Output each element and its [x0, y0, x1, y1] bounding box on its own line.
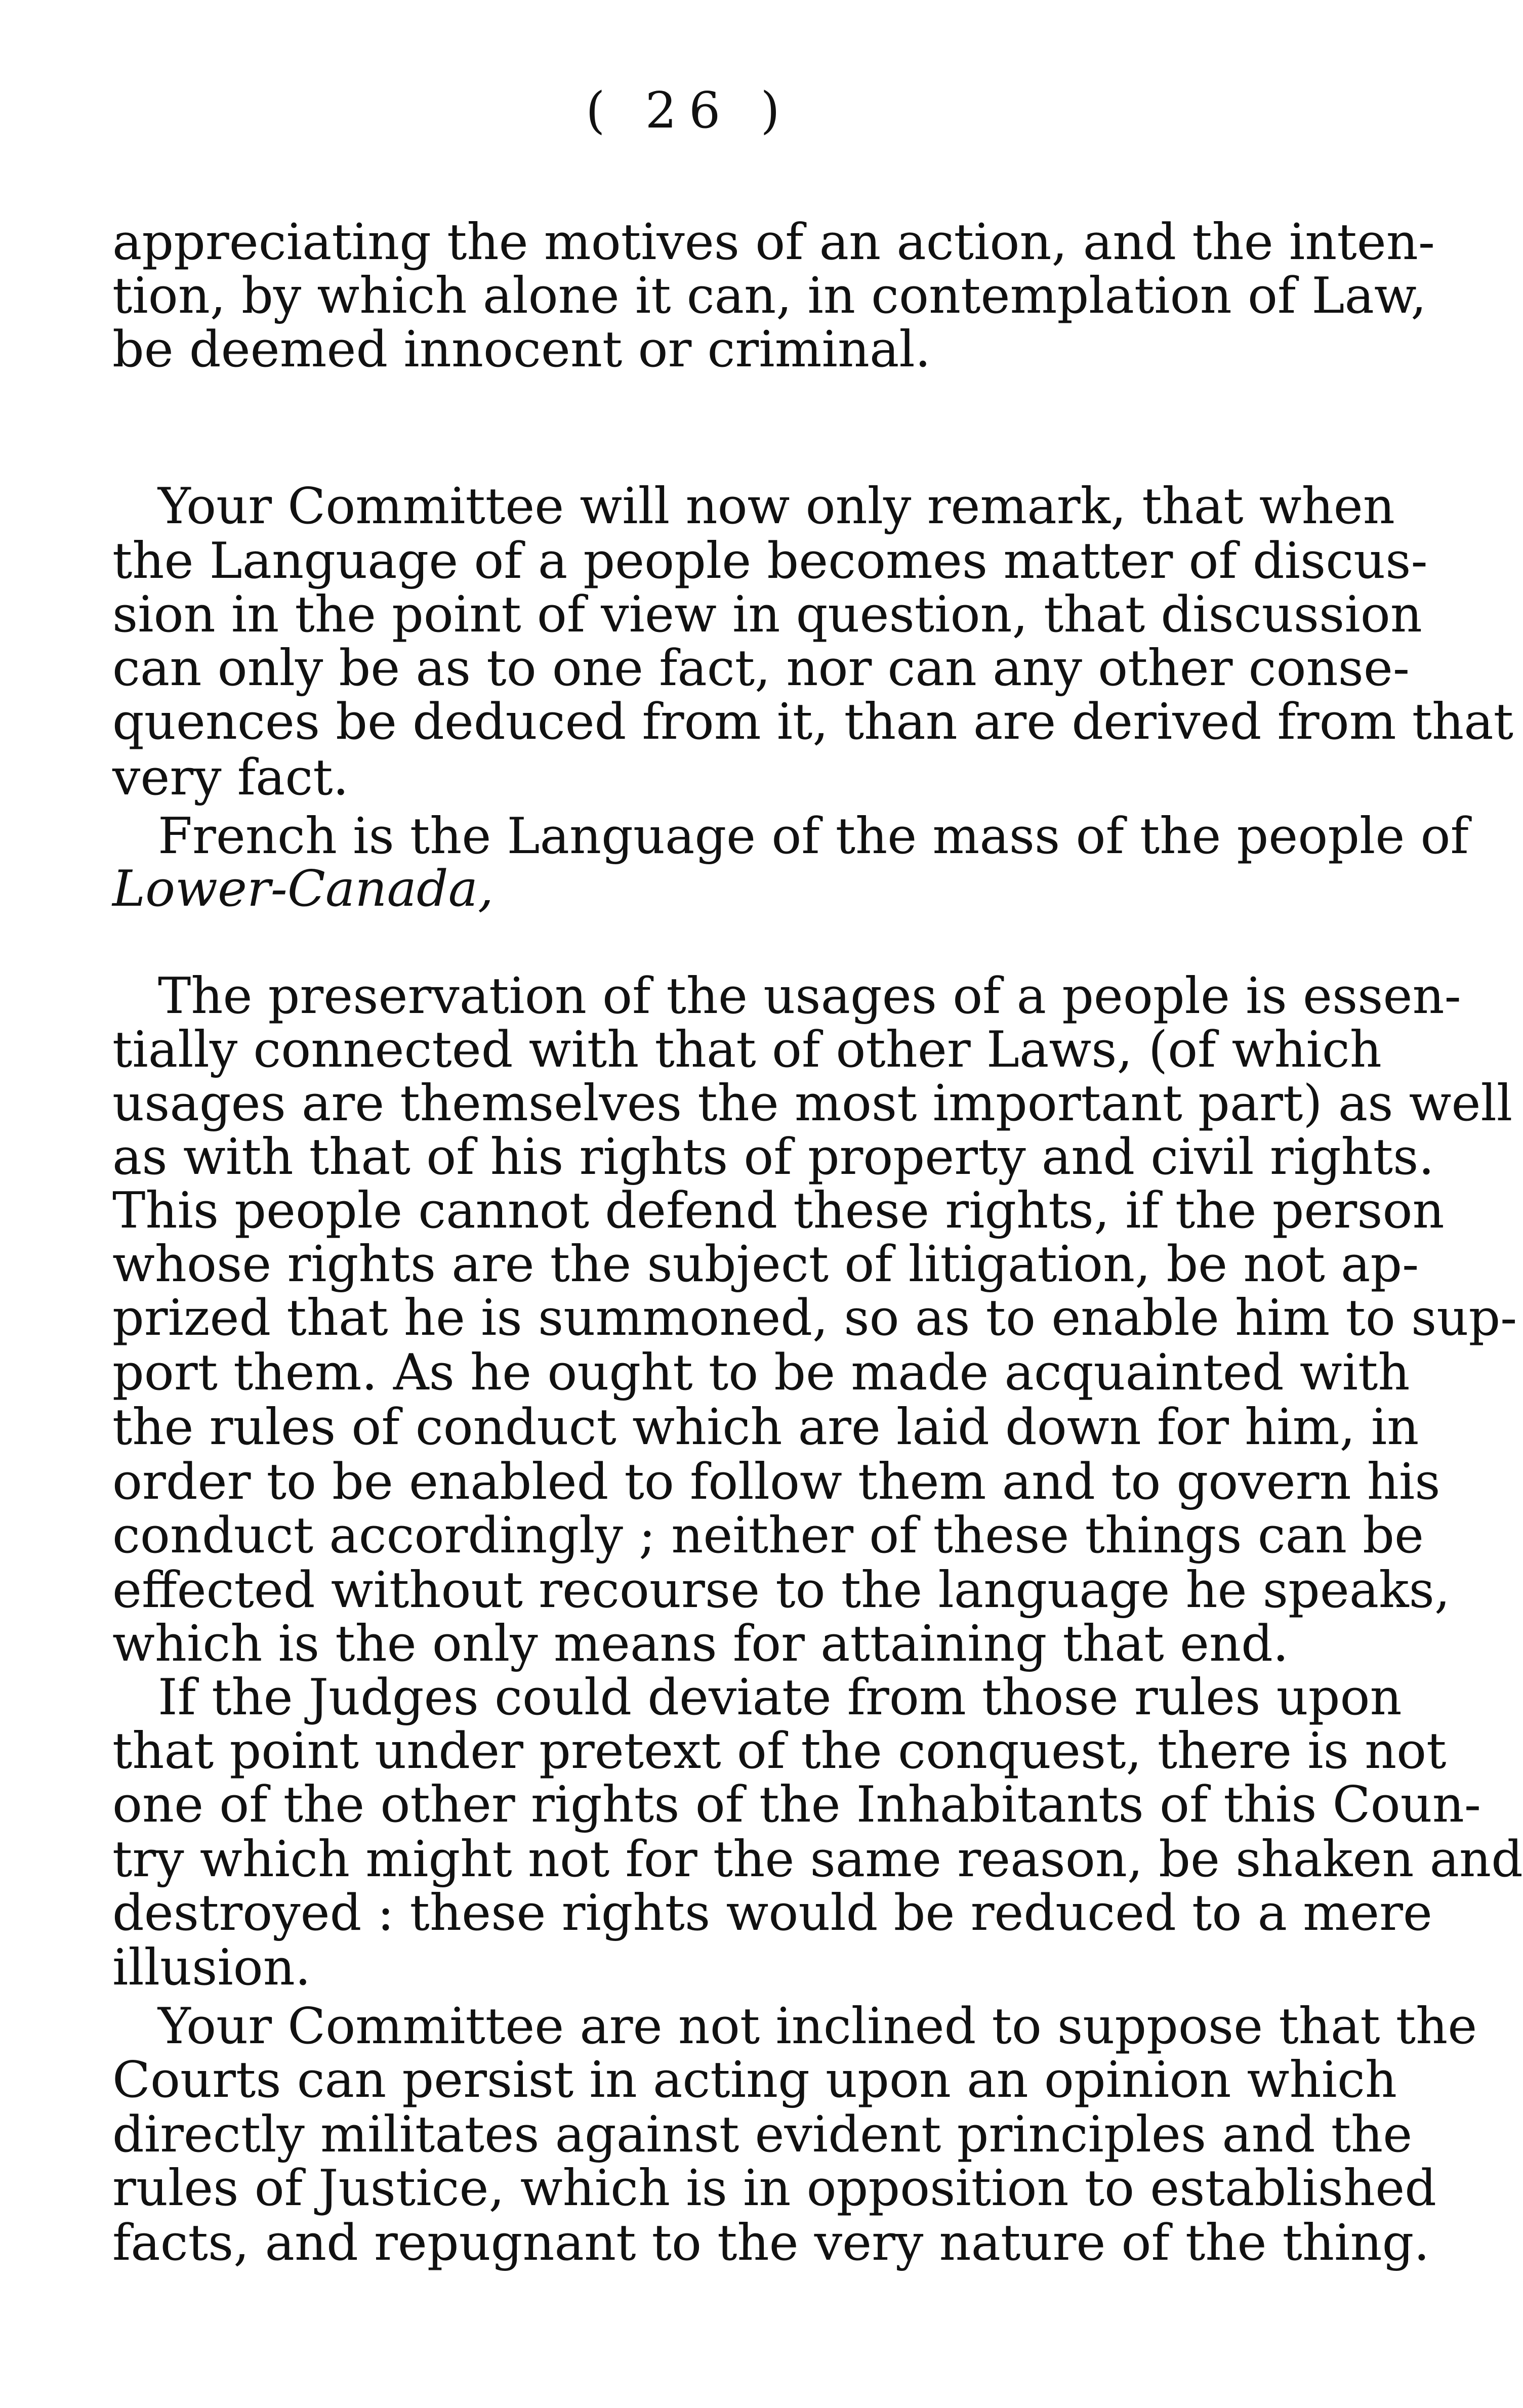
text-line-content: This people cannot defend these rights, if the person: [112, 1182, 1445, 1240]
text-line-content: illusion.: [112, 1939, 311, 1997]
text-line-content: usages are themselves the most important part) as well: [112, 1075, 1513, 1132]
text-line-content: tially connected with that of other Laws, (of which: [112, 1021, 1382, 1079]
text-line-content: can only be as to one fact, nor can any other conse-: [112, 640, 1410, 697]
text-line-content: If the Judges could deviate from those rules upon: [158, 1669, 1402, 1726]
text-line-content: which is the only means for attaining that end.: [112, 1615, 1289, 1673]
text-line-content: Your Committee will now only remark, that when: [158, 478, 1395, 535]
text-line-content: try which might not for the same reason, be shaken and: [112, 1831, 1523, 1888]
text-line-content: be deemed innocent or criminal.: [112, 321, 931, 378]
text-line-content: very fact.: [112, 749, 349, 807]
text-line-content: order to be enabled to follow them and to govern his: [112, 1453, 1440, 1511]
text-line-content: one of the other rights of the Inhabitants of this Coun-: [112, 1776, 1481, 1834]
text-line-content: port them. As he ought to be made acquainted with: [112, 1344, 1410, 1402]
text-line-content: the rules of conduct which are laid down for him, in: [112, 1399, 1419, 1456]
text-line-content: Your Committee are not inclined to suppose that the: [158, 1998, 1477, 2055]
text-line-content: appreciating the motives of an action, and the inten-: [112, 214, 1435, 271]
page-number: ( 26 ): [586, 82, 792, 140]
text-line-content: French is the Language of the mass of the people of: [158, 808, 1469, 865]
text-line-content: as with that of his rights of property and civil rights.: [112, 1128, 1434, 1186]
text-line-content: rules of Justice, which is in opposition to established: [112, 2160, 1436, 2217]
text-line-content: that point under pretext of the conquest, there is not: [112, 1722, 1447, 1780]
text-line-content: Lower-Canada,: [112, 860, 494, 918]
text-line-content: facts, and repugnant to the very nature of the thing.: [112, 2214, 1430, 2272]
text-line-content: destroyed : these rights would be reduced to a mere: [112, 1884, 1432, 1942]
text-line-content: effected without recourse to the language he speaks,: [112, 1561, 1451, 1619]
text-line-content: the Language of a people becomes matter of discus-: [112, 532, 1428, 590]
text-line-content: Courts can persist in acting upon an opinion which: [112, 2051, 1397, 2109]
text-line-content: prized that he is summoned, so as to enable him to sup-: [112, 1289, 1517, 1347]
text-line-content: whose rights are the subject of litigation, be not ap-: [112, 1236, 1419, 1293]
text-line-content: conduct accordingly ; neither of these things can be: [112, 1507, 1424, 1565]
text-line-content: sion in the point of view in question, that discussion: [112, 586, 1422, 644]
text-line-content: The preservation of the usages of a people is essen-: [158, 967, 1461, 1025]
text-line-content: directly militates against evident principles and the: [112, 2106, 1413, 2164]
text-line-content: quences be deduced from it, than are derived from that: [112, 693, 1514, 751]
text-line-content: tion, by which alone it can, in contemplation of Law,: [112, 267, 1427, 325]
